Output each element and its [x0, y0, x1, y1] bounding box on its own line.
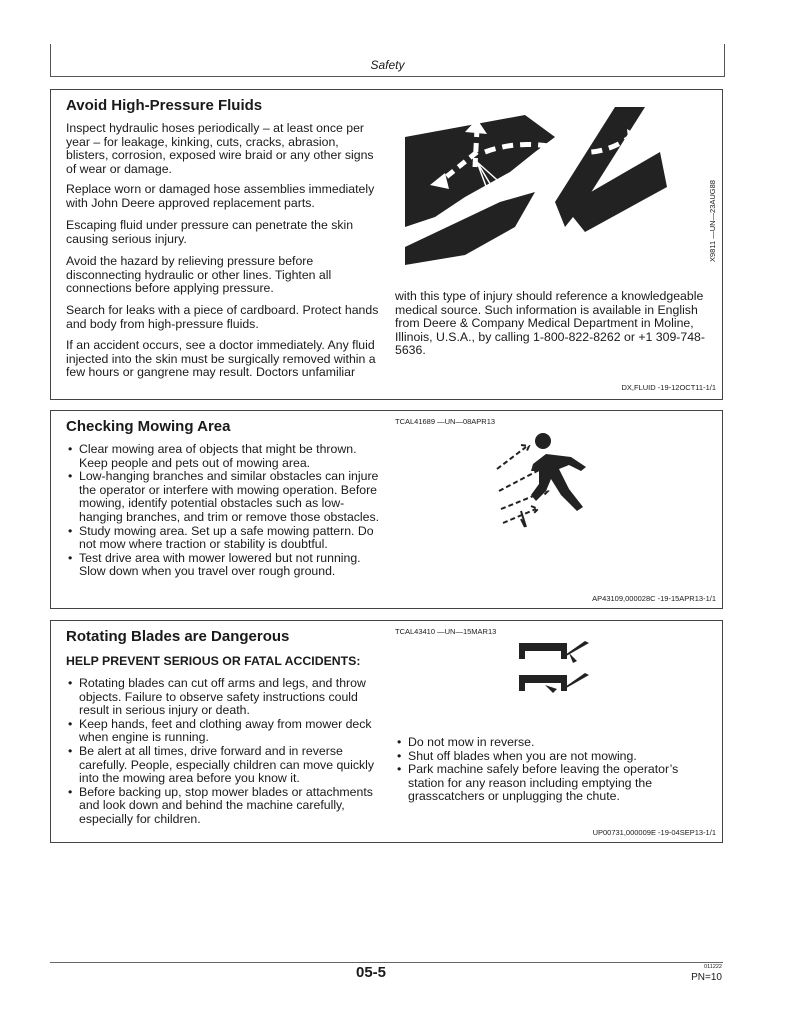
section-title: Avoid High-Pressure Fluids: [66, 97, 263, 114]
list-item: • Keep hands, feet and clothing away from mower deck when engine is running.: [66, 718, 386, 745]
image-reference: X9811 —UN—23AUG88: [708, 180, 717, 262]
bullet-list: [395, 736, 715, 804]
list-item: • Low-hanging branches and similar obstacles can injure the operator or interfere with mowing operation. Before mowing, identify potential obstacles such as low-hanging branches, and trim or remove those obstacles.: [66, 470, 386, 524]
bullet-list: [66, 677, 386, 827]
high-pressure-fluid-icon: [405, 107, 675, 267]
paragraph: If an accident occurs, see a doctor immediately. Any fluid injected into the skin must be surgically removed within a few hours or gangrene may result. Doctors unfamiliar: [66, 338, 376, 380]
footer-reference: UP00731,000009E -19-04SEP13-1/1: [592, 828, 716, 837]
paragraph: Search for leaks with a piece of cardboard. Protect hands and body from high-pressure fluids.: [66, 303, 379, 331]
page-number: 05-5: [356, 964, 387, 981]
footer-divider: [50, 962, 723, 963]
paragraph: Inspect hydraulic hoses periodically – at least once per year – for leakage, kinking, cuts, cracks, abrasion, blisters, corrosion, exposed wire braid or any other signs of wear or damage.: [66, 121, 374, 176]
section-high-pressure-fluids: [50, 89, 723, 400]
section-rotating-blades: [50, 620, 723, 843]
list-item: • Test drive area with mower lowered but not running. Slow down when you travel over rough ground.: [66, 552, 386, 579]
section-title: Rotating Blades are Dangerous: [66, 628, 290, 645]
header-title: Safety: [370, 58, 405, 72]
image-reference: TCAL41689 —UN—08APR13: [395, 417, 496, 426]
footer-code: 011222: [704, 964, 722, 970]
list-item: • Before backing up, stop mower blades or attachments and look down and behind the machine carefully, especially for children.: [66, 786, 386, 827]
list-item: • Clear mowing area of objects that might be thrown. Keep people and pets out of mowing area.: [66, 443, 386, 470]
list-item: • Shut off blades when you are not mowing.: [395, 750, 715, 764]
footer-reference: DX,FLUID -19-12OCT11-1/1: [621, 383, 716, 392]
list-item: • Study mowing area. Set up a safe mowing pattern. Do not mow where traction or stability is doubtful.: [66, 525, 386, 552]
paragraph: Replace worn or damaged hose assemblies immediately with John Deere approved replacement parts.: [66, 182, 375, 210]
list-item: • Be alert at all times, drive forward and in reverse carefully. People, especially children can move quickly into the mowing area before you know it.: [66, 745, 386, 786]
image-reference: TCAL43410 —UN—15MAR13: [395, 627, 497, 636]
paragraph: Escaping fluid under pressure can penetrate the skin causing serious injury.: [66, 218, 354, 246]
warning-subhead: HELP PREVENT SERIOUS OR FATAL ACCIDENTS:: [66, 654, 361, 668]
paragraph: with this type of injury should reference a knowledgeable medical source. Such information is available in English from Deere & Company Medical Department in Moline, Illinois, U.S.A., by calling 1-800-822-8262 or +1 309-748-5636.: [395, 289, 705, 358]
rotating-blade-icon: [517, 641, 592, 703]
footer-reference: AP43109,000028C -19-15APR13-1/1: [592, 594, 716, 603]
list-item: • Park machine safely before leaving the operator’s station for any reason including emptying the grasscatchers or unplugging the chute.: [395, 763, 715, 804]
thrown-objects-icon: [491, 429, 606, 529]
list-item: • Rotating blades can cut off arms and legs, and throw objects. Failure to observe safety instructions could result in serious injury or death.: [66, 677, 386, 718]
list-item: • Do not mow in reverse.: [395, 736, 715, 750]
bullet-list: [66, 443, 386, 579]
footer-pn: PN=10: [691, 972, 722, 983]
paragraph: Avoid the hazard by relieving pressure before disconnecting hydraulic or other lines. Tighten all connections before applying pressure.: [66, 254, 332, 296]
section-checking-mowing-area: [50, 410, 723, 609]
section-title: Checking Mowing Area: [66, 418, 231, 435]
page-header: [50, 44, 725, 77]
